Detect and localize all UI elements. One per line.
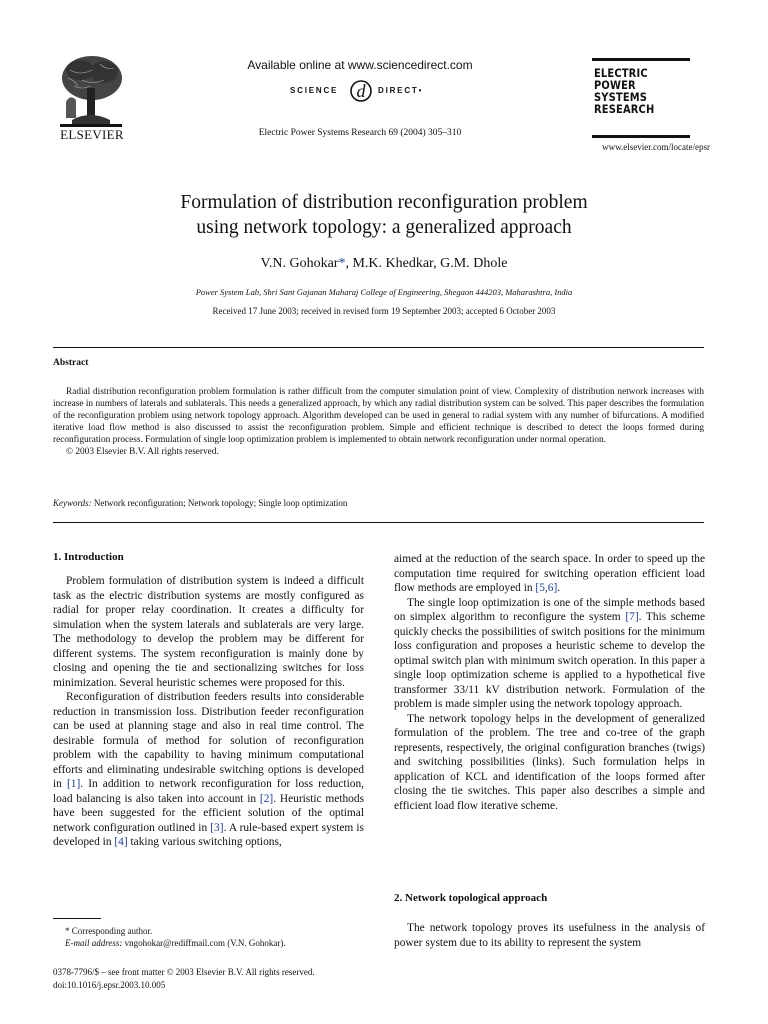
journal-logo-title: [594, 67, 675, 115]
doi-line: doi:10.1016/j.epsr.2003.10.005: [53, 979, 166, 990]
abstract-body: [53, 386, 704, 459]
divider: [53, 347, 704, 348]
sciencedirect-mark: •: [418, 86, 424, 95]
citation-link[interactable]: [4]: [114, 836, 128, 848]
email-address: vngohokar@rediffmail.com (V.N. Gohokar).: [122, 938, 286, 948]
sciencedirect-d-icon: [348, 78, 374, 104]
section-heading: 1. Introduction: [53, 551, 124, 563]
left-column: [53, 574, 364, 850]
abstract-paragraph: Radial distribution reconfiguration problem formulation is rather difficult from the computer simulation point of view. Complexity of distribution network increases with increase in numbers of laterals and sublaterals. This needs a generalized approach, by which any radial distribution system can be solved. This paper describes the formulation of the reconfiguration problem using network topology approach. Algorithm developed can be used in general to radial system with any number of bifurcations. A modified iterative load flow method is also discussed to assist the reconfiguration problem. Simple and efficient technique is described to detect the loops formed during reconfiguration process. Formulation of single loop optimization problem is implemented to obtain network reconfiguration under normal operation.: [53, 387, 704, 446]
body-paragraph: [53, 690, 364, 850]
other-authors: , M.K. Khedkar, G.M. Dhole: [345, 256, 508, 271]
corresponding-author-note: [53, 925, 373, 937]
citation-link[interactable]: [7]: [625, 611, 639, 623]
keywords-list: Network reconfiguration; Network topology; Single loop optimization: [91, 498, 348, 508]
journal-logo-line: POWER: [594, 78, 636, 92]
body-text: . Heuristic methods have been suggested for the efficient solution of the optimal network configuration outlined in: [53, 792, 365, 834]
elsevier-tree-logo: [52, 50, 128, 128]
svg-text:d: d: [356, 81, 366, 101]
journal-logo-line: SYSTEMS: [594, 90, 648, 104]
journal-logo-box: [592, 58, 690, 138]
citation-link[interactable]: [2]: [259, 792, 274, 805]
sciencedirect-logo: [270, 78, 450, 104]
body-text: . This scheme quickly checks the possibilities of switch positions for the minimum loss configuration and proposes a heuristic scheme to develop the optimal switch plan with minimum switch operation. In this paper a single loop optimization scheme is applied to a hypothetical five transformer 33/11 kV distribution network. Formulation of the problem is made simpler using the network topology approach.: [394, 611, 706, 710]
body-text: aimed at the reduction of the search space. In order to speed up the computation time required for switching operation efficient load flow methods are employed in: [394, 553, 705, 594]
body-text: . A rule-based expert system is developed in: [53, 821, 364, 848]
body-text: . In addition to network reconfiguration for loss reduction, load balancing is also taken into account in: [53, 778, 364, 805]
sciencedirect-left: SCIENCE: [290, 86, 339, 95]
citation-link[interactable]: [3]: [210, 821, 224, 834]
right-column-section2: [394, 921, 705, 950]
section-heading: 2. Network topological approach: [394, 892, 548, 904]
email-label: E-mail address:: [65, 938, 123, 948]
body-paragraph: [394, 596, 705, 712]
author-list: [80, 256, 688, 272]
body-paragraph: The network topology proves its usefulness in the analysis of power system due to its ability to represent the system: [394, 922, 705, 949]
footnote-divider: [53, 918, 101, 919]
body-paragraph: Problem formulation of distribution system is indeed a difficult task as the electric distribution systems are mostly configured as radial for proper relay coordination. It creates a difficulty for simulation when the system laterals and sublaterals are very large. The methodology to develop the problem may be different for different systems. The system reconfiguration is mainly done by closing and opening the tie and sectionalizing switches for loss minimization. Several heuristic schemes were proposed for this.: [53, 575, 364, 689]
body-text: .: [557, 582, 561, 594]
author-name: V.N. Gohokar: [260, 256, 339, 271]
journal-logo-line: RESEARCH: [594, 102, 655, 116]
available-online-text: Available online at www.sciencedirect.com: [247, 58, 473, 72]
abstract-heading: Abstract: [53, 358, 89, 368]
abstract-copyright: © 2003 Elsevier B.V. All rights reserved.: [66, 447, 219, 458]
paper-title-line: using network topology: a generalized approach: [196, 217, 572, 238]
journal-logo-line: ELECTRIC: [594, 66, 648, 80]
keywords: [53, 498, 704, 508]
right-column: [394, 552, 705, 813]
publisher-name: ELSEVIER: [60, 127, 124, 142]
journal-citation: Electric Power Systems Research 69 (2004) 305–310: [258, 128, 462, 138]
front-matter: [53, 966, 383, 991]
corresponding-author-link[interactable]: *: [338, 256, 346, 271]
sciencedirect-right-label: DIRECT: [378, 86, 419, 95]
affiliation: Power System Lab, Shri Sant Gajanan Maharaj College of Engineering, Shegaon 444203, Maharashtra, India: [195, 287, 573, 297]
received-dates: Received 17 June 2003; received in revised form 19 September 2003; accepted 6 October 2003: [212, 306, 556, 316]
footnote: [53, 925, 373, 949]
divider: [53, 522, 704, 523]
keywords-label: Keywords:: [53, 498, 92, 508]
body-text: Reconfiguration of distribution feeders results into considerable reduction in transmission loss. Distribution feeder reconfiguration can be used at planning stage and also in real time control. The desirable formula of method for solution of reconfiguration problem with the capability to having minimum computational efforts and eliminating undesirable switching options is developed in: [53, 691, 364, 790]
citation-link[interactable]: [1]: [66, 778, 81, 790]
issn-line: 0378-7796/$ – see front matter © 2003 Elsevier B.V. All rights reserved.: [53, 967, 315, 977]
body-paragraph: [394, 552, 705, 596]
citation-link[interactable]: [5,6]: [535, 582, 558, 594]
footnote-mark: *: [65, 926, 70, 936]
journal-url[interactable]: www.elsevier.com/locate/epsr: [602, 142, 710, 152]
body-paragraph: The network topology helps in the development of generalized formulation of the problem. The tree and co-tree of the graph represents, respectively, the original configuration branches (twigs) and switching possibilities (links). Such formulation helps in application of KCL and identification of the loops formed after closing the tie switches. This paper also describes a simple and efficient load flow iterative scheme.: [394, 712, 705, 812]
paper-title: [80, 190, 688, 240]
footnote-text: Corresponding author.: [69, 926, 153, 936]
sciencedirect-right: [378, 86, 423, 95]
body-text: The single loop optimization is one of the simple methods based on simplex algorithm to reconfigure the system: [394, 596, 705, 623]
paper-title-line: Formulation of distribution reconfiguration problem: [180, 192, 588, 213]
body-text: taking various switching options,: [127, 836, 282, 848]
author-email-note: [53, 937, 373, 949]
